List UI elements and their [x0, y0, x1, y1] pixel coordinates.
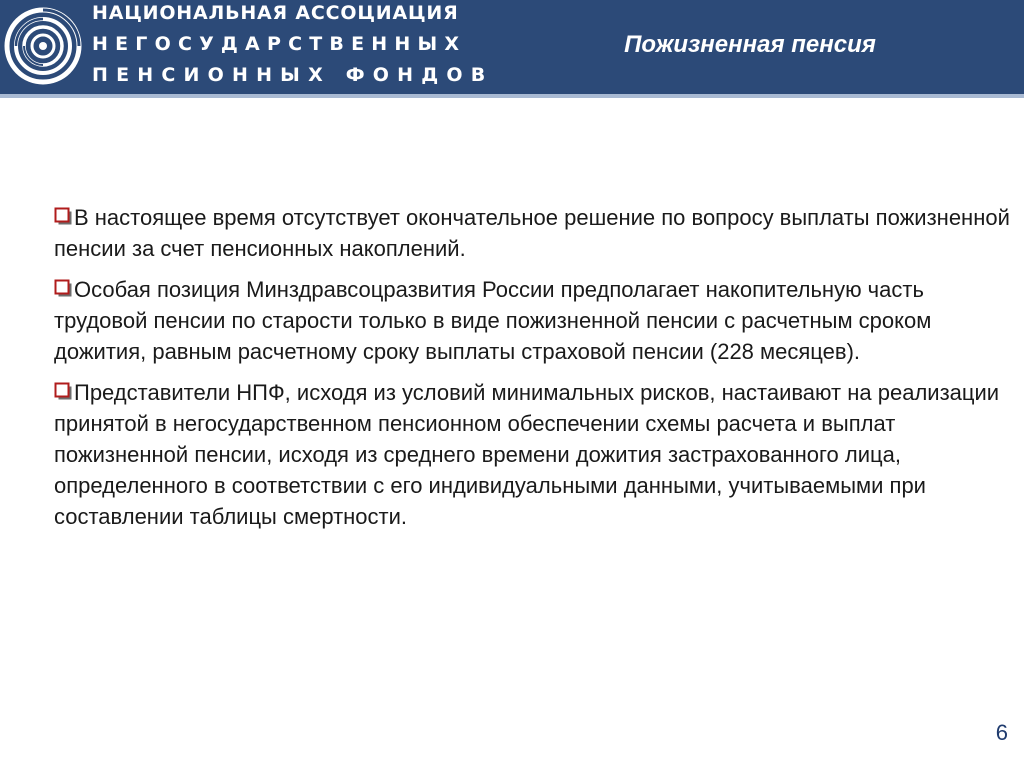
- org-name-line-2: НЕГОСУДАРСТВЕННЫХ: [92, 33, 467, 55]
- bullet-text: В настоящее время отсутствует окончательное решение по вопросу выплаты пожизненной пенсии за счет пенсионных накоплений.: [54, 205, 1010, 261]
- bullet-item: [54, 202, 1014, 264]
- org-name-line-3: ПЕНСИОННЫХ ФОНДОВ: [92, 64, 494, 86]
- org-name-line-1: НАЦИОНАЛЬНАЯ АССОЦИАЦИЯ: [92, 2, 459, 24]
- checkbox-bullet-icon: [54, 207, 73, 226]
- bullet-text: Особая позиция Минздравсоцразвития России предполагает накопительную часть трудовой пенсии по старости только в виде пожизненной пенсии с расчетным сроком дожития, равным расчетному сроку выплаты страховой пенсии (228 месяцев).: [54, 277, 932, 364]
- checkbox-bullet-icon: [54, 382, 73, 401]
- bullet-list: [54, 202, 1014, 542]
- bullet-text: Представители НПФ, исходя из условий минимальных рисков, настаивают на реализации принятой в негосударственном пенсионном обеспечении схемы расчета и выплат пожизненной пенсии, исходя из среднего времени дожития застрахованного лица, определенного в соответствии с его индивидуальными данными, учитываемыми при составлении таблицы смертности.: [54, 380, 1000, 529]
- bullet-item: [54, 274, 1014, 367]
- header-bar: [0, 0, 1024, 94]
- bullet-item: [54, 377, 1014, 532]
- slide-title: Пожизненная пенсия: [624, 31, 876, 58]
- page-number: 6: [995, 720, 1008, 745]
- association-logo-icon: [2, 2, 84, 90]
- checkbox-bullet-icon: [54, 279, 73, 298]
- header-divider: [0, 94, 1024, 98]
